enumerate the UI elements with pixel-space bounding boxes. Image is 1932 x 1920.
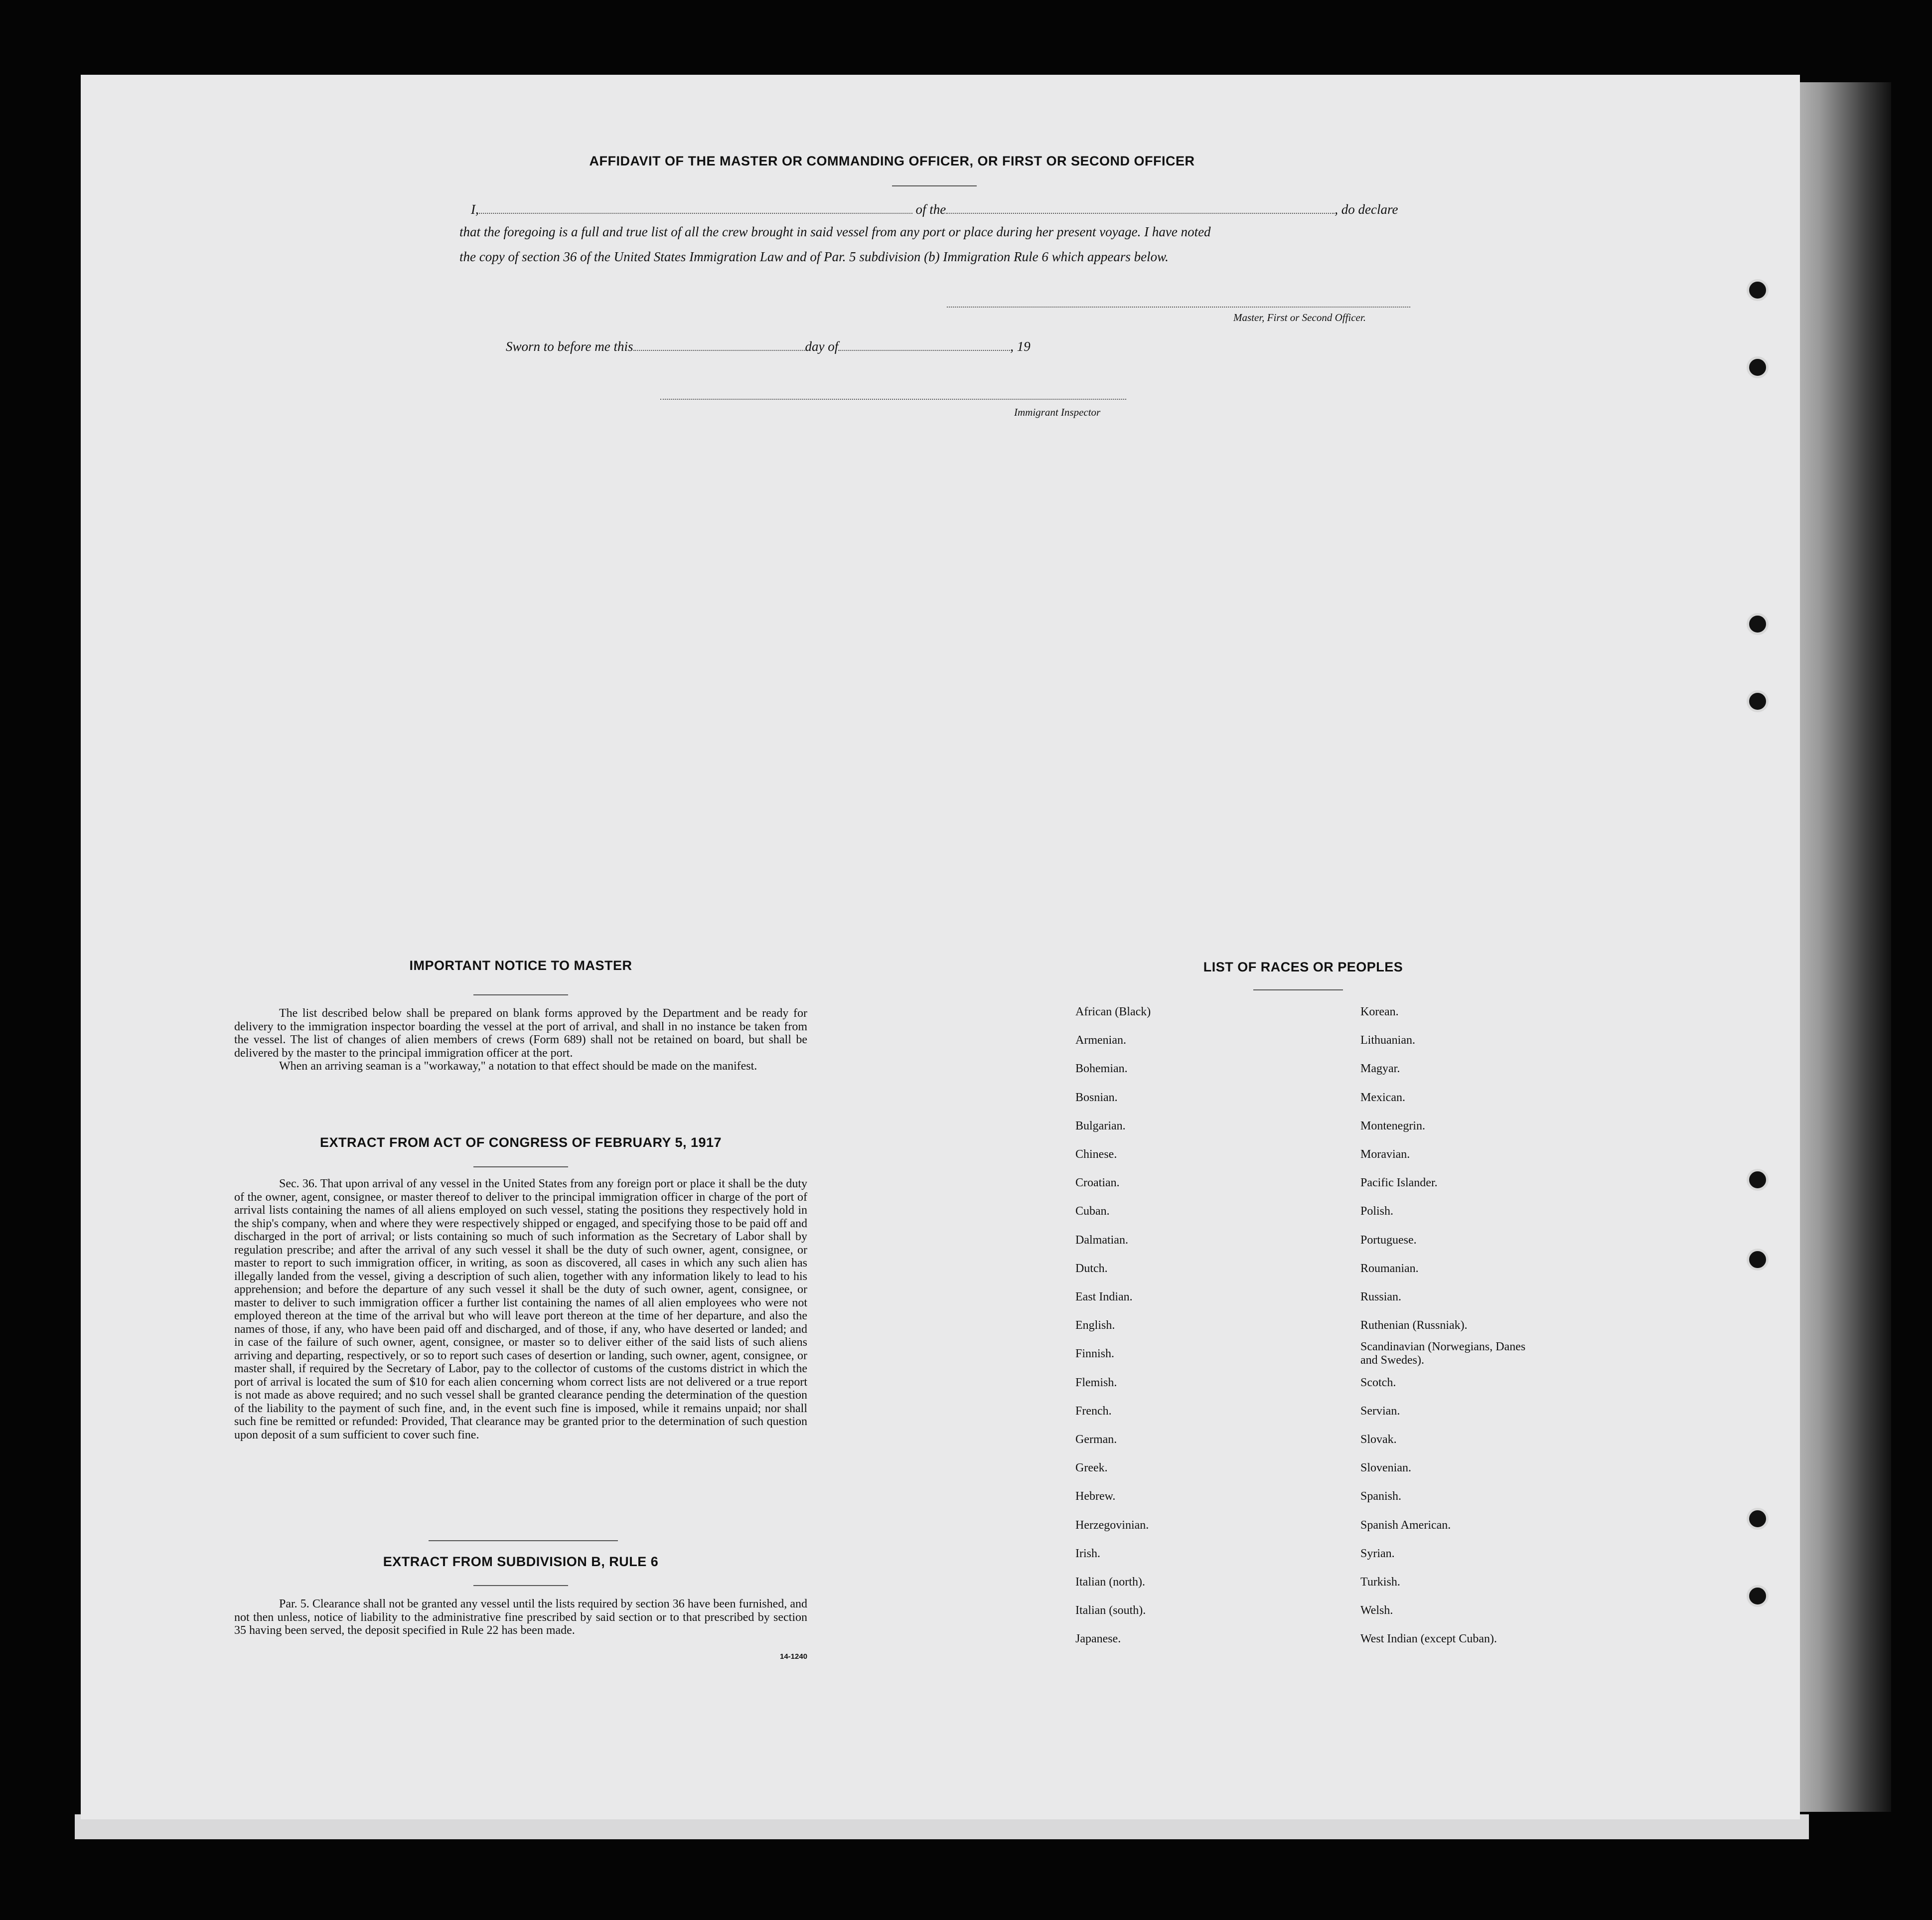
sworn-line bbox=[506, 339, 1031, 354]
inspector-signature-line bbox=[660, 399, 1126, 400]
race-item: Slovak. bbox=[1360, 1433, 1397, 1446]
race-item: Magyar. bbox=[1360, 1062, 1400, 1076]
notice-title: IMPORTANT NOTICE TO MASTER bbox=[409, 958, 632, 973]
title-divider bbox=[892, 185, 977, 186]
declaration-line-2: that the foregoing is a full and true list of all the crew brought in said vessel from any port or place during her present voyage. I have noted bbox=[459, 224, 1211, 239]
race-item: Bohemian. bbox=[1075, 1062, 1128, 1076]
race-item: Ruthenian (Russniak). bbox=[1360, 1319, 1468, 1332]
declarant-prefix: I, bbox=[471, 202, 479, 217]
race-item: Pacific Islander. bbox=[1360, 1176, 1438, 1190]
race-item: African (Black) bbox=[1075, 1005, 1151, 1018]
race-item: Irish. bbox=[1075, 1547, 1100, 1560]
race-item: Italian (north). bbox=[1075, 1576, 1145, 1589]
race-item: Chinese. bbox=[1075, 1148, 1117, 1161]
race-item: Montenegrin. bbox=[1360, 1119, 1425, 1132]
races-divider bbox=[1253, 989, 1343, 990]
race-item: East Indian. bbox=[1075, 1290, 1133, 1303]
race-item: Bosnian. bbox=[1075, 1091, 1118, 1104]
day-blank bbox=[633, 339, 805, 351]
race-item: Scandinavian (Norwegians, Danes and Swedes). bbox=[1360, 1340, 1526, 1367]
race-item: Scotch. bbox=[1360, 1376, 1396, 1389]
section-36-text: Sec. 36. That upon arrival of any vessel in the United States from any foreign port or place it shall be the duty of the owner, agent, consignee, or master thereof to deliver to the principal immigration officer in charge of the port of arrival lists containing the names of all aliens employed on such vessel, stating the positions they respectively hold in the ship's company, when and where they were respectively shipped or engaged, and specifying those to be paid off and discharged in the port of arrival; or lists containing so much of such information as the Secretary of Labor shall by regulation prescribe; and after the arrival of any such vessel it shall be the duty of such owner, agent, consignee, or master to report to such immigration officer, in writing, as soon as discovered, all cases in which any such alien has illegally landed from the vessel, giving a description of such alien, together with any information likely to lead to his apprehension; and before the departure of any such vessel it shall be the duty of such owner, agent, consignee, or master to deliver to such immigration officer a further list containing the names of all alien employees who were not employed thereon at the time of the arrival but who will leave port thereon at the time of her departure, and also the names of those, if any, who have been paid off and discharged, and of those, if any, who have deserted or landed; and in case of the failure of such owner, agent, consignee, or master so to deliver either of the said lists of such aliens arriving and departing, respectively, or so to report such cases of desertion or landing, such owner, agent, consignee, or master shall, if required by the Secretary of Labor, pay to the collector of customs of the customs district in which the port of arrival is located the sum of $10 for each alien concerning whom correct lists are not delivered or a true report is not made as above required; and no such vessel shall be granted clearance pending the determination of the question of the liability to the payment of such fine, and, in the event such fine is imposed, while it remains unpaid; nor shall such fine be remitted or refunded: Provided, That clearance may be granted prior to the determination of such question upon deposit of a sum sufficient to cover such fine. bbox=[234, 1177, 807, 1441]
notice-divider bbox=[473, 994, 568, 995]
form-number: 14-1240 bbox=[780, 1652, 808, 1661]
inspector-signature-label: Immigrant Inspector bbox=[1014, 406, 1101, 418]
act-divider bbox=[473, 1166, 568, 1167]
binder-hole-icon bbox=[1747, 1585, 1769, 1607]
year-label: , 19 bbox=[1010, 339, 1031, 354]
master-signature-line bbox=[947, 307, 1410, 308]
act-extract-title: EXTRACT FROM ACT OF CONGRESS OF FEBRUARY 5, 1917 bbox=[319, 1135, 722, 1150]
binder-hole-icon bbox=[1747, 1249, 1769, 1271]
rule-divider-top bbox=[429, 1540, 618, 1541]
race-item: Bulgarian. bbox=[1075, 1119, 1126, 1132]
sworn-prefix: Sworn to before me this bbox=[506, 339, 633, 354]
rule-extract-title: EXTRACT FROM SUBDIVISION B, RULE 6 bbox=[383, 1554, 659, 1569]
race-item: English. bbox=[1075, 1319, 1115, 1332]
declaration-line-1 bbox=[471, 202, 1398, 217]
race-item: Roumanian. bbox=[1360, 1262, 1419, 1275]
race-item: Mexican. bbox=[1360, 1091, 1405, 1104]
binder-hole-icon bbox=[1747, 613, 1769, 635]
notice-text bbox=[234, 1007, 807, 1073]
vessel-prefix: of the bbox=[915, 202, 946, 217]
race-item: Russian. bbox=[1360, 1290, 1402, 1303]
race-item: Polish. bbox=[1360, 1205, 1394, 1218]
rule-extract-text bbox=[234, 1598, 807, 1637]
race-item: Welsh. bbox=[1360, 1604, 1393, 1617]
declaration-line-3: the copy of section 36 of the United States Immigration Law and of Par. 5 subdivision (b) Immigration Rule 6 which appears below. bbox=[459, 249, 1169, 264]
race-item: West Indian (except Cuban). bbox=[1360, 1632, 1497, 1646]
vessel-blank bbox=[946, 202, 1335, 214]
binder-hole-icon bbox=[1747, 1508, 1769, 1530]
race-item: Portuguese. bbox=[1360, 1233, 1417, 1247]
race-item: Syrian. bbox=[1360, 1547, 1395, 1560]
race-item: Slovenian. bbox=[1360, 1461, 1411, 1475]
rule-divider bbox=[473, 1585, 568, 1586]
act-extract-text bbox=[234, 1177, 807, 1441]
race-item: Servian. bbox=[1360, 1404, 1400, 1418]
race-item: Croatian. bbox=[1075, 1176, 1120, 1190]
race-item: Cuban. bbox=[1075, 1205, 1110, 1218]
race-item: Turkish. bbox=[1360, 1576, 1400, 1589]
race-item: Greek. bbox=[1075, 1461, 1108, 1475]
race-item: Dutch. bbox=[1075, 1262, 1108, 1275]
month-blank bbox=[838, 339, 1010, 351]
binder-hole-icon bbox=[1747, 1169, 1769, 1191]
race-item: Moravian. bbox=[1360, 1148, 1410, 1161]
race-item: French. bbox=[1075, 1404, 1112, 1418]
name-blank bbox=[479, 202, 912, 214]
race-item: Flemish. bbox=[1075, 1376, 1117, 1389]
declare-suffix: , do declare bbox=[1335, 202, 1398, 217]
binder-hole-icon bbox=[1747, 690, 1769, 712]
affidavit-title: AFFIDAVIT OF THE MASTER OR COMMANDING OFFICER, OR FIRST OR SECOND OFFICER bbox=[589, 154, 1195, 168]
races-title: LIST OF RACES OR PEOPLES bbox=[1203, 960, 1403, 974]
race-item: Lithuanian. bbox=[1360, 1034, 1415, 1047]
notice-paragraph-2: When an arriving seaman is a "workaway," a notation to that effect should be made on the manifest. bbox=[279, 1060, 757, 1073]
master-signature-label: Master, First or Second Officer. bbox=[1233, 312, 1366, 323]
race-item: Japanese. bbox=[1075, 1632, 1121, 1646]
race-item: Italian (south). bbox=[1075, 1604, 1146, 1617]
race-item: Hebrew. bbox=[1075, 1490, 1116, 1503]
race-item: Spanish American. bbox=[1360, 1518, 1451, 1532]
binder-hole-icon bbox=[1747, 356, 1769, 378]
race-item: Spanish. bbox=[1360, 1490, 1402, 1503]
notice-paragraph-1: The list described below shall be prepared on blank forms approved by the Department and be ready for delivery to the immigration inspector boarding the vessel at the port of arrival, and shall in no instance be taken from the vessel. The list of changes of alien members of crews (Form 689) shall not be retained on board, but shall be delivered by the master to the principal immigration officer at the port. bbox=[234, 1007, 807, 1060]
race-item: Dalmatian. bbox=[1075, 1233, 1128, 1247]
day-of-label: day of bbox=[805, 339, 839, 354]
race-item: Finnish. bbox=[1075, 1347, 1115, 1361]
race-item: Armenian. bbox=[1075, 1034, 1126, 1047]
binder-hole-icon bbox=[1747, 279, 1769, 301]
race-item: Korean. bbox=[1360, 1005, 1399, 1018]
par-5-text: Par. 5. Clearance shall not be granted any vessel until the lists required by section 36 have been furnished, and not then unless, notice of liability to the administrative fine prescribed by said section or to that prescribed by section 35 having been served, the deposit specified in Rule 22 has been made. bbox=[234, 1598, 807, 1637]
race-item: Herzegovinian. bbox=[1075, 1518, 1149, 1532]
race-item: German. bbox=[1075, 1433, 1117, 1446]
